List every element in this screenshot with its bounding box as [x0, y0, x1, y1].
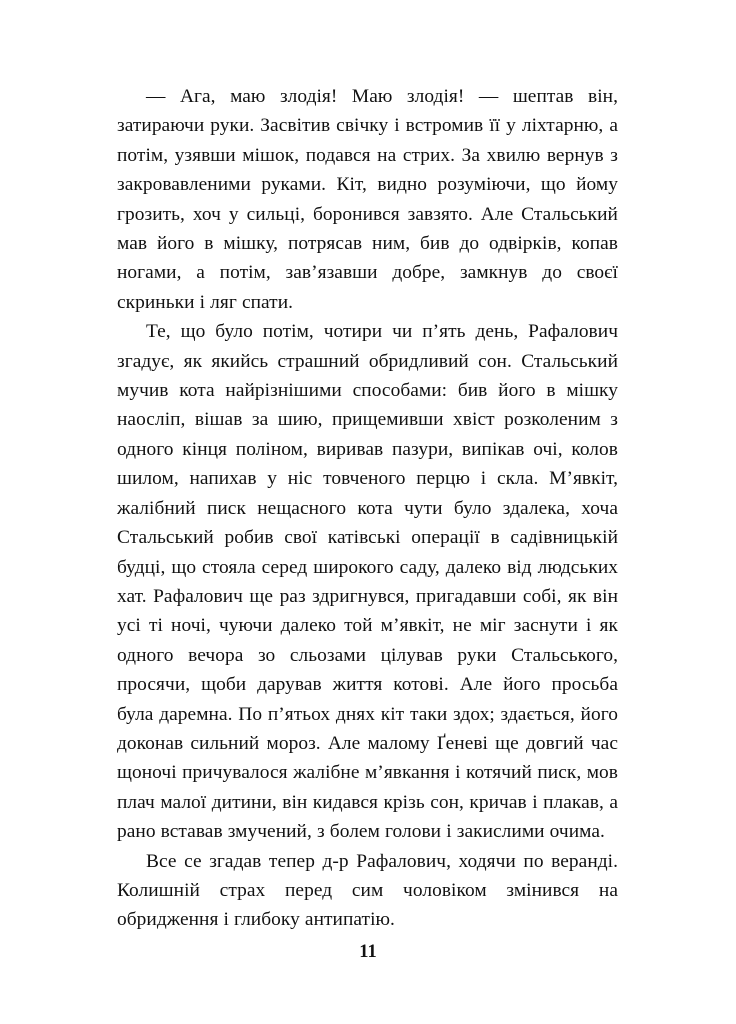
page-text-block [117, 82, 618, 935]
page-number: 11 [359, 942, 377, 962]
body-paragraph-1: — Ага, маю злодія! Маю злодія! — шептав він, затираючи руки. Засвітив свічку і встромив її у ліхтарню, а потім, узявши мішок, подався на стрих. За хвилю вернув з закровавленими руками. Кіт, видно розуміючи, що йому грозить, хоч у сильці, боронився завзято. Але Стальський мав його в мішку, потрясав ним, бив до одвірків, копав ногами, а потім, зав’язавши добре, замкнув до своєї скриньки і ляг спати. [117, 86, 618, 313]
body-paragraph-2: Те, що було потім, чотири чи п’ять день, Рафалович згадує, як якийсь страшний обридливий сон. Стальський мучив кота найрізнішими способами: бив його в мішку наосліп, вішав за шию, прищемивши хвіст розколеним з одного кінця поліном, виривав пазури, випікав очі, колов шилом, напихав у ніс товченого перцю і скла. М’явкіт, жалібний писк нещасного кота чути було здалека, хоча Стальський робив свої катівські операції в садівницькій будці, що стояла серед широкого саду, далеко від людських хат. Рафалович ще раз здригнувся, пригадавши собі, як він усі ті ночі, чуючи далеко той м’явкіт, не міг заснути і як одного вечора зо сльозами цілував руки Стальського, просячи, щоби дарував життя котові. Але його просьба була даремна. По п’ятьох днях кіт таки здох; здається, його доконав сильний мороз. Але малому Ґеневі ще довгий час щоночі причувалося жалібне м’явкання і котячий писк, мов плач малої дитини, він кидався крізь сон, кричав і плакав, а рано вставав змучений, з болем голови і закислими очима. [117, 321, 618, 843]
body-paragraph-3: Все се згадав тепер д-р Рафалович, ходячи по веранді. Колишній страх перед сим чоловіком змінився на обридження і глибоку антипатію. [117, 850, 618, 931]
